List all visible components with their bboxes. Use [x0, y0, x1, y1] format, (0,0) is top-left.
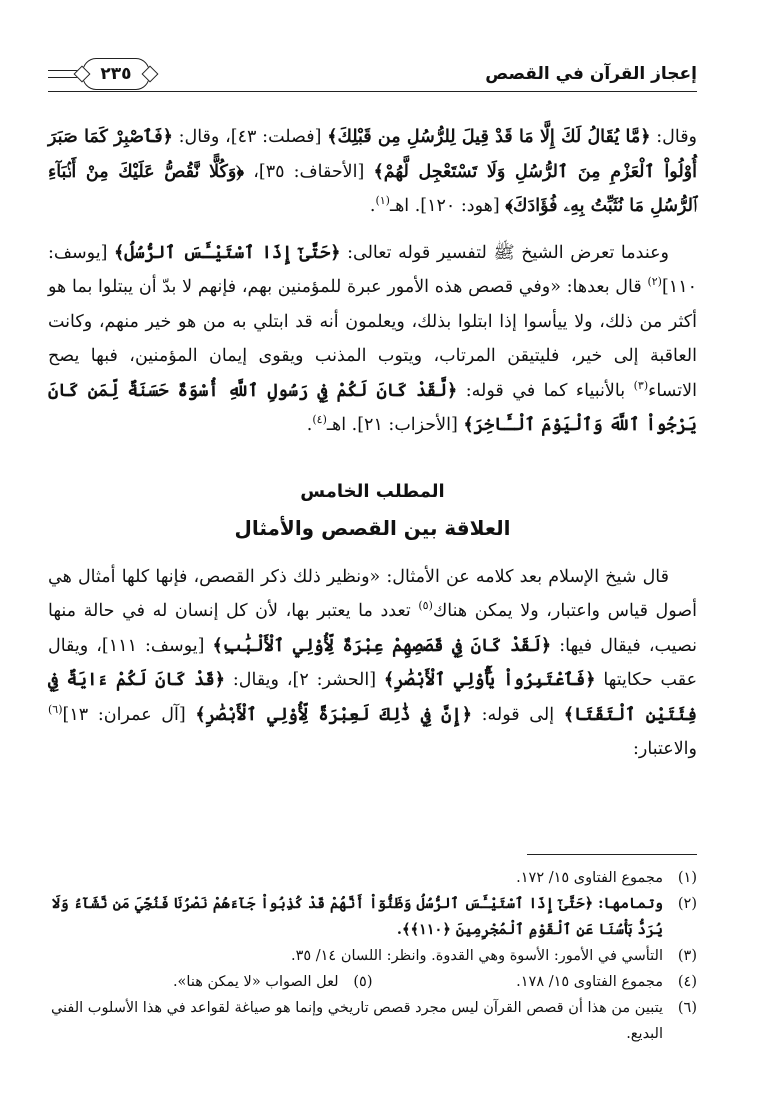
footnote-marker: (٦) — [48, 702, 63, 716]
text-run: بالأنبياء كما في قوله: — [457, 380, 634, 401]
quran-verse: ﴿قَدْ كَانَ لَكُمْ ءَايَةٌ فِي فِئَتَيْنِ ٱلْتَقَتَا﴾ — [48, 670, 697, 725]
text-run: [هود: ١٢٠]. اهـ — [389, 196, 506, 216]
footnote-marker: (٢) — [647, 275, 662, 289]
quran-verse: ﴿فَٱعْتَبِرُواْ يَٰٓأُوْلِي ٱلْأَبْصَٰرِ﴾ — [383, 670, 596, 690]
text-run: وعندما تعرض الشيخ ﷺ لتفسير قوله تعالى: — [340, 242, 669, 263]
footnote-5 — [48, 969, 373, 995]
paragraph-3 — [48, 560, 697, 767]
footnote-text: مجموع الفتاوى ١٥/ ١٧٢. — [516, 870, 663, 886]
section-title: العلاقة بين القصص والأمثال — [234, 515, 511, 540]
text-run: قال بعدها: «وفي قصص هذه الأمور عبرة للمؤمنين بهم، فإنهم لا بدّ أن يبتلوا بما هو أكثر من ذلك، ولا ييأسوا إذا ابتلوا بذلك، ويعلمون أنه قد ابتلي به من هو خير منهم، وكانت العاقبة إلى خير، فليتيقن المرتاب، ويتوب المذنب ويقوى إيمان المؤمنين، فبها يصح الاتساء — [48, 277, 697, 401]
text-run: إلى قوله: — [471, 704, 564, 725]
footnote-marker: (١) — [375, 194, 390, 208]
paragraph-1 — [48, 120, 697, 224]
quran-verse: ﴿إِنَّ فِي ذَٰلِكَ لَعِبْرَةً لِّأُوْلِي ٱلْأَبْصَٰرِ﴾ — [195, 704, 472, 725]
quran-verse: ﴿وَكُلًّا نَّقُصُّ عَلَيْكَ مِنْ أَنۢبَآءِ ٱلرُّسُلِ مَا نُثَبِّتُ بِهِۦ فُؤَادَكَ﴾ — [48, 161, 697, 216]
quran-verse: ﴿مَّا يُقَالُ لَكَ إِلَّا مَا قَدْ قِيلَ لِلرُّسُلِ مِن قَبْلِكَ﴾ — [327, 127, 651, 147]
footnote-text: التأسي في الأمور: الأسوة وهي القدوة. وانظر: اللسان ١٤/ ٣٥. — [290, 948, 663, 964]
text-run: تعدد ما يعتبر بها، لأن كل إنسان له في حالة منها نصيب، فيقال فيها: — [48, 601, 697, 656]
text-run: [الأحقاف: ٣٥]، — [244, 161, 374, 182]
text-run: [فصلت: ٤٣]، وقال: — [172, 127, 328, 147]
text-run: وقال: — [650, 127, 698, 147]
footnote-number: (٢) — [677, 896, 697, 912]
text-run: [آل عمران: ١٣] — [62, 704, 196, 725]
paragraph-2 — [48, 236, 697, 443]
footnote-marker: (٥) — [418, 599, 433, 613]
footnote-number: (٤) — [677, 974, 697, 990]
page-number-ornament — [48, 58, 150, 90]
running-title: إعجاز القرآن في القصص — [485, 64, 697, 84]
footnote-number: (١) — [677, 870, 697, 886]
footnote-number: (٦) — [677, 1000, 697, 1016]
footnote-text: وتمامها: ﴿حَتَّىٰٓ إِذَا ٱسْتَيْـَٔسَ ٱلرُّسُلُ وَظَنُّوٓاْ أَنَّهُمْ قَدْ كُذِبُواْ جَآءَهُمْ نَصْرُنَا فَنُجِّيَ مَن نَّشَآءُ وَلَا يُرَدُّ بَأْسُنَا عَنِ ٱلْقَوْمِ ٱلْمُجْرِمِينَ ﴿١١٠﴾﴾. — [51, 895, 663, 938]
quran-verse: ﴿فَٱصْبِرْ كَمَا صَبَرَ أُوْلُواْ ٱلْعَزْمِ مِنَ ٱلرُّسُلِ وَلَا تَسْتَعْجِل لَّهُمْ﴾ — [48, 127, 697, 182]
text-run: [يوسف: ١١٠] — [48, 242, 697, 297]
quran-verse: ﴿لَقَدْ كَانَ فِي قَصَصِهِمْ عِبْرَةٌ لِّأُوْلِي ٱلْأَلْبَٰبِ﴾ — [212, 635, 552, 656]
footnotes — [48, 854, 697, 1047]
footnote-text: لعل الصواب «لا يمكن هنا». — [172, 974, 339, 990]
footnote-marker: (٤) — [312, 413, 327, 427]
quran-verse: ﴿حَتَّىٰٓ إِذَا ٱسْتَيْـَٔسَ ٱلرُّسُلُ﴾ — [114, 242, 341, 263]
page-number: ٢٣٥ — [82, 58, 150, 90]
footnote-text: يتبين من هذا أن قصص القرآن ليس مجرد قصص تاريخي وإنما هو صياغة لقواعد في هذا الأسلوب الفني البديع. — [50, 1000, 663, 1042]
footnote-rule — [527, 854, 697, 855]
footnote-number: (٣) — [677, 948, 697, 964]
text-run: . — [306, 415, 313, 435]
text-run: [الأحزاب: ٢١]. اهـ — [326, 415, 464, 435]
footnote-2 — [48, 891, 697, 943]
main-text — [48, 120, 697, 767]
footnote-3 — [48, 943, 697, 969]
footnote-marker: (٣) — [633, 378, 649, 392]
section-heading: المطلب الخامس — [300, 480, 445, 502]
page-header — [48, 58, 697, 98]
footnote-6 — [48, 995, 697, 1047]
text-run: قال شيخ الإسلام بعد كلامه عن الأمثال: «ونظير ذلك ذكر القصص، فإنها كلها أمثال هي أصول قياس واعتبار، ولا يمكن هناك — [48, 566, 697, 621]
text-run: . — [369, 196, 376, 216]
text-run: والاعتبار: — [633, 739, 697, 759]
footnote-4 — [373, 969, 698, 995]
footnote-text: مجموع الفتاوى ١٥/ ١٧٨. — [516, 974, 663, 990]
header-rule — [48, 91, 697, 92]
text-run: [يوسف: ١١١]، ويقال عقب حكايتها — [48, 635, 698, 690]
footnote-row-4-5 — [48, 969, 697, 995]
text-run: [الحشر: ٢]، ويقال: — [225, 670, 384, 690]
footnote-1 — [48, 865, 697, 891]
footnote-number: (٥) — [353, 974, 373, 990]
quran-verse: ﴿لَّقَدْ كَانَ لَكُمْ فِي رَسُولِ ٱللَّهِ أُسْوَةٌ حَسَنَةٌ لِّمَن كَانَ يَرْجُواْ ٱللَّهَ وَٱلْيَوْمَ ٱلْـَٔاخِرَ﴾ — [48, 380, 697, 435]
